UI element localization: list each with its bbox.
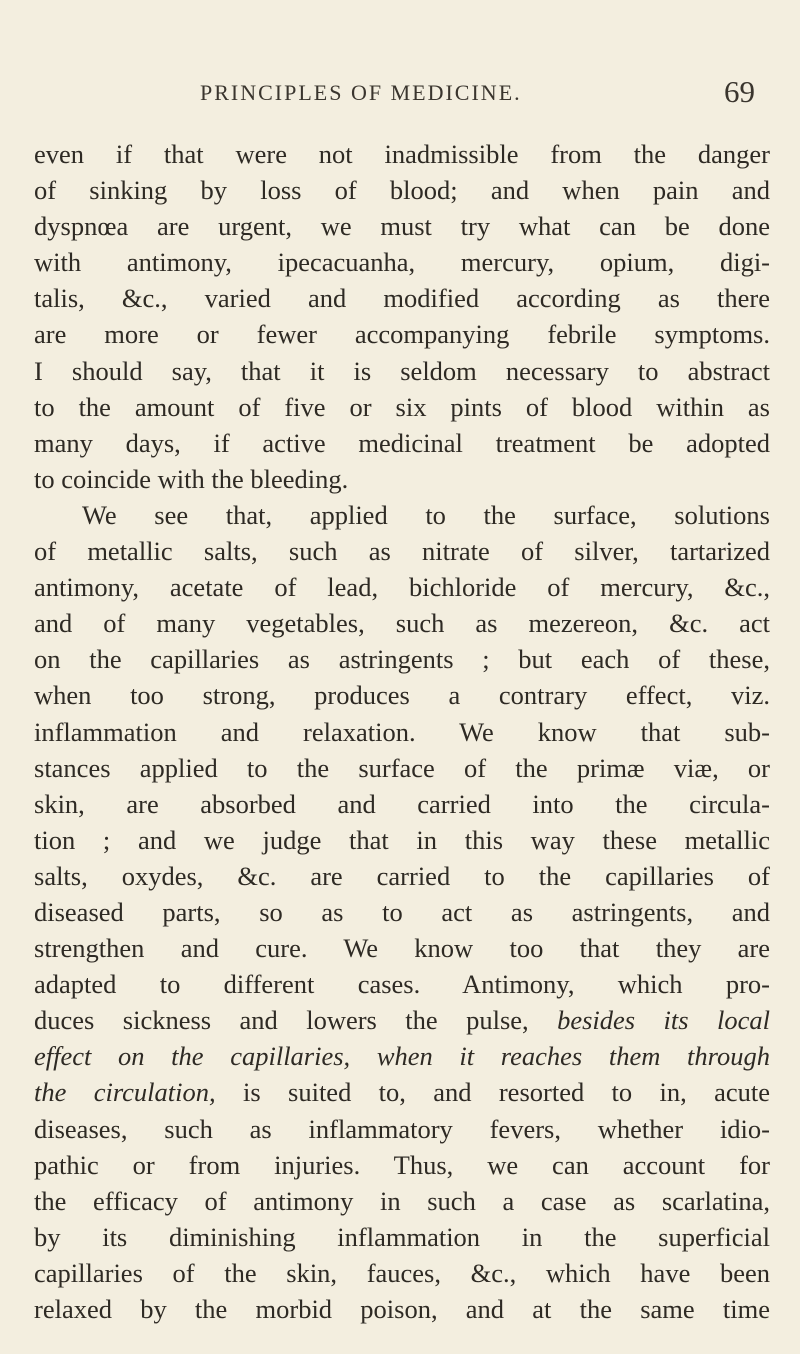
paragraph-1	[34, 136, 770, 497]
text-line: dyspnœa are urgent, we must try what can be done	[34, 211, 770, 242]
running-title: PRINCIPLES OF MEDICINE.	[200, 80, 522, 105]
text-line: We see that, applied to the surface, solutions	[82, 499, 770, 530]
page-number: 69	[724, 74, 755, 109]
text-line: when too strong, produces a contrary effect, viz.	[34, 680, 770, 711]
text-line: with antimony, ipecacuanha, mercury, opium, digi-	[34, 247, 770, 278]
text-line: diseases, such as inflammatory fevers, whether idio-	[34, 1113, 770, 1144]
text-line: I should say, that it is seldom necessary to abstract	[34, 355, 770, 386]
text-line: stances applied to the surface of the primæ viæ, or	[34, 752, 770, 783]
body-text	[34, 136, 770, 1327]
paragraph-2	[34, 497, 770, 1327]
text-line: and of many vegetables, such as mezereon, &c. act	[34, 608, 770, 639]
text-line: salts, oxydes, &c. are carried to the capillaries of	[34, 860, 770, 891]
text-line	[34, 1038, 770, 1074]
text-line: capillaries of the skin, fauces, &c., which have been	[34, 1257, 770, 1288]
text-line: adapted to different cases. Antimony, which pro-	[34, 969, 770, 1000]
text-line: many days, if active medicinal treatment be adopted	[34, 427, 770, 458]
italic-text: besides its local	[557, 1005, 770, 1036]
text-line: on the capillaries as astringents ; but each of these,	[34, 644, 770, 675]
text-line: talis, &c., varied and modified according as there	[34, 283, 770, 314]
text-line: diseased parts, so as to act as astringents, and	[34, 896, 770, 927]
text-line: pathic or from injuries. Thus, we can account for	[34, 1149, 770, 1180]
text-line: skin, are absorbed and carried into the circula-	[34, 788, 770, 819]
italic-text: effect on the capillaries, when it reaches them through	[34, 1041, 770, 1072]
text-line: even if that were not inadmissible from the danger	[34, 139, 770, 169]
text-line: by its diminishing inflammation in the superficial	[34, 1221, 770, 1252]
text-line: antimony, acetate of lead, bichloride of mercury, &c.,	[34, 572, 770, 603]
text-line	[34, 1002, 770, 1038]
text-line: tion ; and we judge that in this way these metallic	[34, 824, 770, 855]
text-line: strengthen and cure. We know too that they are	[34, 933, 770, 964]
text-segment: duces sickness and lowers the pulse,	[34, 1005, 558, 1036]
page-header	[0, 74, 800, 114]
text-line: the efficacy of antimony in such a case as scarlatina,	[34, 1185, 770, 1216]
text-line: to the amount of five or six pints of blood within as	[34, 391, 770, 422]
text-line	[34, 1074, 770, 1110]
italic-text: the circulation,	[34, 1077, 216, 1108]
text-line: are more or fewer accompanying febrile symptoms.	[34, 319, 770, 350]
text-line: relaxed by the morbid poison, and at the same time	[34, 1294, 770, 1324]
text-segment: is suited to, and resorted to in, acute	[215, 1077, 770, 1108]
text-line: of sinking by loss of blood; and when pain and	[34, 175, 770, 206]
text-line: to coincide with the bleeding.	[34, 463, 349, 494]
text-line: inflammation and relaxation. We know that sub-	[34, 716, 770, 747]
text-line: of metallic salts, such as nitrate of silver, tartarized	[34, 536, 770, 567]
